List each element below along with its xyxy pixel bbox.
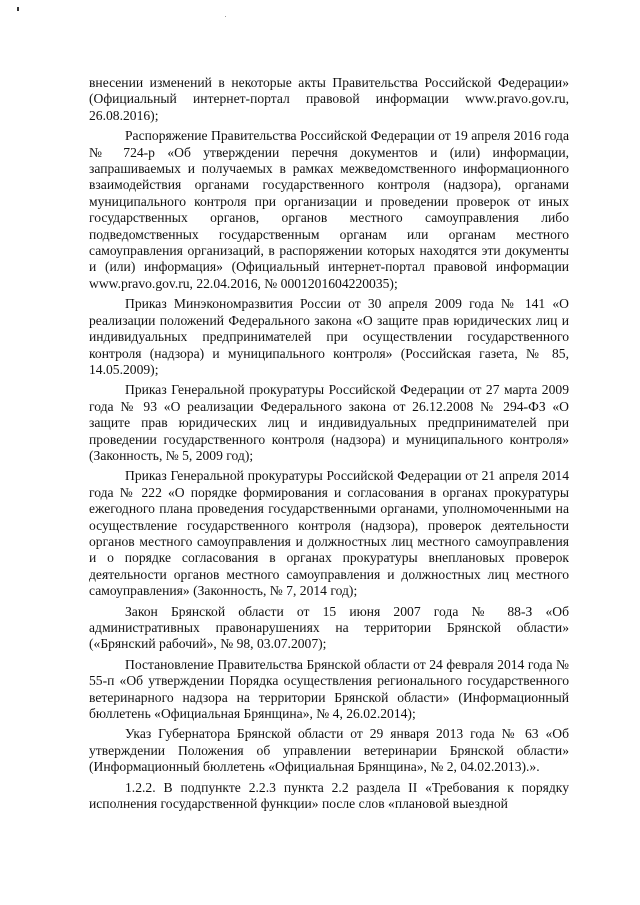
paragraph-bryansk-law-88: Закон Брянской области от 15 июня 2007 года № 88-З «Об административных правонарушениях на территории Брянской области» («Брянский рабочий», № 98, 03.07.2007);	[89, 603, 569, 652]
paragraph-governor-decree-63: Указ Губернатора Брянской области от 29 января 2013 года № 63 «Об утверждении Положения об управлении ветеринарии Брянской области» (Информационный бюллетень «Официальная Брянщина», № 2, 04.02.2013).».	[89, 726, 569, 775]
document-body	[89, 75, 569, 814]
paragraph-ministry-order-141: Приказ Минэкономразвития России от 30 апреля 2009 года № 141 «О реализации положений Федерального закона «О защите прав юридических лиц и индивидуальных предпринимателей при осуществлении государственного контроля (надзора) и муниципального контроля» (Российская газета, № 85, 14.05.2009);	[89, 296, 569, 377]
paragraph-continuation: внесении изменений в некоторые акты Правительства Российской Федерации» (Официальный интернет-портал правовой информации www.pravo.gov.ru, 26.08.2016);	[89, 75, 569, 123]
scan-artifact-mark	[17, 7, 19, 11]
scan-artifact-dot	[225, 16, 226, 17]
paragraph-prosecutor-order-222: Приказ Генеральной прокуратуры Российской Федерации от 21 апреля 2014 года № 222 «О порядке формирования и согласования в органах прокуратуры ежегодного плана проведения государственными органами, уполномоченными на осуществление государственного контроля (надзора), проверок деятельности органов местного самоуправления и должностных лиц местного самоуправления и о порядке согласования в органах прокуратуры внеплановых проверок деятельности органов местного самоуправления и должностных лиц местного самоуправления» (Законность, № 7, 2014 год);	[89, 468, 569, 599]
paragraph-clause-1-2-2: 1.2.2. В подпункте 2.2.3 пункта 2.2 раздела II «Требования к порядку исполнения государственной функции» после слов «плановой выездной	[89, 779, 569, 812]
paragraph-bryansk-resolution-55: Постановление Правительства Брянской области от 24 февраля 2014 года № 55-п «Об утверждении Порядка осуществления регионального государственного ветеринарного надзора на территории Брянской области» (Информационный бюллетень «Официальная Брянщина», № 4, 26.02.2014);	[89, 656, 569, 722]
paragraph-prosecutor-order-93: Приказ Генеральной прокуратуры Российской Федерации от 27 марта 2009 года № 93 «О реализации Федерального закона от 26.12.2008 № 294-ФЗ «О защите прав юридических лиц и индивидуальных предпринимателей при проведении государственного контроля (надзора) и муниципального контроля» (Законность, № 5, 2009 год);	[89, 382, 569, 463]
paragraph-government-order-724: Распоряжение Правительства Российской Федерации от 19 апреля 2016 года № 724-р «Об утверждении перечня документов и (или) информации, запрашиваемых и получаемых в рамках межведомственного информационного взаимодействия органами государственного контроля (надзора), органами муниципального контроля при организации и проведении проверок от иных государственных органов, органов местного самоуправления либо подведомственных государственным органам или органам местного самоуправления организаций, в распоряжении которых находятся эти документы и (или) информация» (Официальный интернет-портал правовой информации www.pravo.gov.ru, 22.04.2016, № 0001201604220035);	[89, 128, 569, 291]
